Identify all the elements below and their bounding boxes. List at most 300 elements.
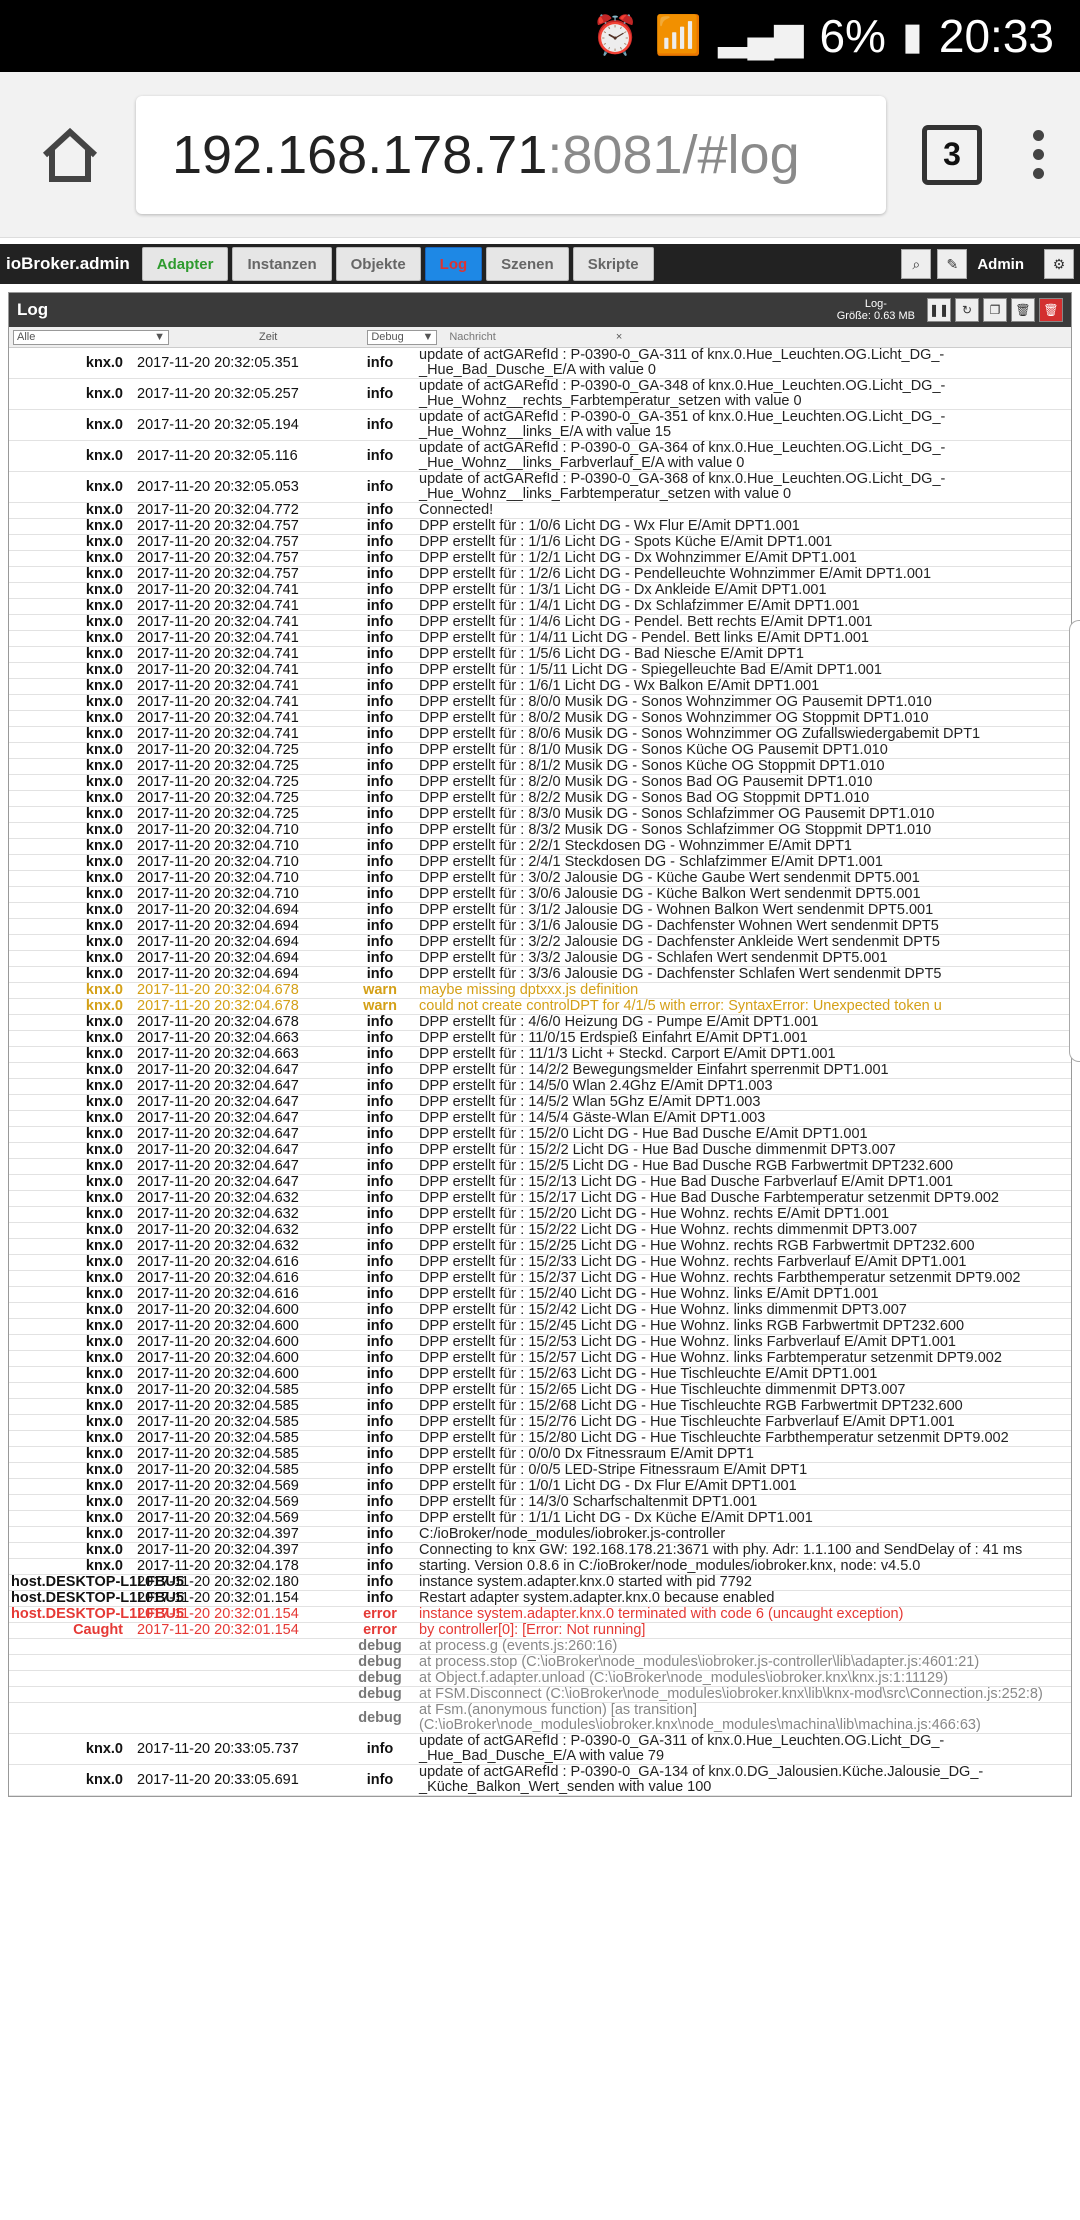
log-message: DPP erstellt für : 15/2/33 Licht DG - Hue Wohnz. rechts Farbverlauf E/Amit DPT1.001: [419, 1254, 967, 1270]
log-source: knx.0: [85, 1462, 123, 1478]
log-severity: info: [366, 534, 394, 550]
log-time: 2017-11-20 20:32:04.569: [137, 1478, 299, 1494]
log-severity: info: [366, 1222, 394, 1238]
level-filter[interactable]: [367, 330, 437, 345]
log-message: DPP erstellt für : 1/0/1 Licht DG - Dx Flur E/Amit DPT1.001: [419, 1478, 797, 1494]
log-row: [9, 1095, 1071, 1111]
log-row: [9, 1527, 1071, 1543]
log-message: DPP erstellt für : 11/1/3 Licht + Steckd. Carport E/Amit DPT1.001: [419, 1046, 836, 1062]
log-row: [9, 903, 1071, 919]
log-source: knx.0: [85, 1126, 123, 1142]
app-brand: ioBroker.admin: [6, 254, 130, 273]
log-time: 2017-11-20 20:32:04.647: [137, 1174, 299, 1190]
log-source: knx.0: [85, 1270, 123, 1286]
log-time: 2017-11-20 20:32:04.585: [137, 1382, 299, 1398]
log-message: Connected!: [419, 502, 494, 518]
log-message: DPP erstellt für : 3/3/2 Jalousie DG - Schlafen Wert sendenmit DPT5.001: [419, 950, 888, 966]
log-time: 2017-11-20 20:32:04.741: [137, 598, 299, 614]
log-source: knx.0: [85, 1478, 123, 1494]
log-source: knx.0: [85, 790, 123, 806]
log-severity: info: [366, 598, 394, 614]
log-row: [9, 1447, 1071, 1463]
log-severity: info: [366, 1478, 394, 1494]
time-header: Zeit: [259, 331, 278, 343]
log-time: 2017-11-20 20:32:01.154: [137, 1606, 299, 1622]
log-source: knx.0: [85, 1174, 123, 1190]
log-message: update of actGARefId : P-0390-0_GA-311 of knx.0.Hue_Leuchten.OG.Licht_DG_-_Hue_Bad_Dusche_E/A with value 0: [419, 347, 945, 378]
log-source: knx.0: [85, 934, 123, 950]
log-row: [9, 871, 1071, 887]
log-row: [9, 1575, 1071, 1591]
copy-button[interactable]: [983, 298, 1007, 322]
log-message: DPP erstellt für : 15/2/63 Licht DG - Hue Tischleuchte E/Amit DPT1.001: [419, 1366, 878, 1382]
alarm-icon: ⏰: [591, 15, 639, 57]
log-source: host.DESKTOP-L1LFBU5: [11, 1590, 184, 1606]
log-source: knx.0: [85, 982, 123, 998]
log-time: 2017-11-20 20:32:04.600: [137, 1302, 299, 1318]
log-time: 2017-11-20 20:32:04.678: [137, 1014, 299, 1030]
log-source: knx.0: [85, 566, 123, 582]
log-severity: info: [366, 1126, 394, 1142]
log-severity: info: [366, 902, 394, 918]
log-row: [9, 1495, 1071, 1511]
source-filter-value: Alle: [17, 331, 36, 343]
log-time: 2017-11-20 20:32:05.257: [137, 385, 299, 402]
log-severity: info: [366, 838, 394, 854]
log-source: knx.0: [85, 838, 123, 854]
log-source: knx.0: [85, 950, 123, 966]
log-message: DPP erstellt für : 15/2/25 Licht DG - Hue Wohnz. rechts RGB Farbwertmit DPT232.600: [419, 1238, 975, 1254]
log-severity: debug: [358, 1670, 402, 1686]
log-message: update of actGARefId : P-0390-0_GA-134 of knx.0.DG_Jalousien.Küche.Jalousie_DG_-_Küche_Balkon_Wert_senden with value 100: [419, 1764, 984, 1795]
log-source: knx.0: [85, 1318, 123, 1334]
log-row: [9, 1159, 1071, 1175]
log-message: DPP erstellt für : 15/2/37 Licht DG - Hue Wohnz. rechts Farbthemperatur setzenmit DPT9.002: [419, 1270, 1021, 1286]
log-source: knx.0: [85, 614, 123, 630]
url-path: :8081/#log: [547, 124, 800, 185]
log-row: [9, 935, 1071, 951]
log-source: knx.0: [85, 598, 123, 614]
log-message: at process.stop (C:\ioBroker\node_modules\iobroker.js-controller\lib\adapter.js:4601:21): [419, 1654, 980, 1670]
log-row: [9, 823, 1071, 839]
log-message: DPP erstellt für : 3/1/6 Jalousie DG - Dachfenster Wohnen Wert sendenmit DPT5: [419, 918, 939, 934]
log-source: knx.0: [85, 1430, 123, 1446]
log-message: DPP erstellt für : 15/2/65 Licht DG - Hue Tischleuchte dimmenmit DPT3.007: [419, 1382, 906, 1398]
log-time: 2017-11-20 20:32:04.600: [137, 1334, 299, 1350]
log-time: 2017-11-20 20:32:05.053: [137, 478, 299, 495]
clear-filter-icon[interactable]: ×: [615, 331, 623, 343]
log-severity: info: [366, 1446, 394, 1462]
log-time: 2017-11-20 20:32:04.725: [137, 806, 299, 822]
log-row: [9, 727, 1071, 743]
log-message: Connecting to knx GW: 192.168.178.21:3671 with phy. Adr: 1.1.100 and SendDelay of : 41 ms: [419, 1542, 1023, 1558]
log-row: [9, 1463, 1071, 1479]
log-severity: info: [366, 1174, 394, 1190]
log-severity: info: [366, 662, 394, 678]
log-row: [9, 1511, 1071, 1527]
log-message: DPP erstellt für : 15/2/40 Licht DG - Hue Wohnz. links E/Amit DPT1.001: [419, 1286, 879, 1302]
log-severity: info: [366, 1574, 394, 1590]
log-source: knx.0: [85, 502, 123, 518]
pause-icon: ❚❚: [928, 303, 950, 317]
log-severity: info: [366, 416, 394, 433]
log-message: DPP erstellt für : 1/4/11 Licht DG - Pendel. Bett links E/Amit DPT1.001: [419, 630, 869, 646]
log-severity: info: [366, 742, 394, 758]
log-time: 2017-11-20 20:32:04.616: [137, 1270, 299, 1286]
log-time: 2017-11-20 20:32:04.741: [137, 678, 299, 694]
log-row: [9, 1191, 1071, 1207]
log-source: Caught: [73, 1622, 123, 1638]
log-message: at Object.f.adapter.unload (C:\ioBroker\node_modules\iobroker.knx\knx.js:1:11129): [419, 1670, 949, 1686]
log-source: knx.0: [85, 662, 123, 678]
log-source: [9, 1703, 133, 1734]
tab-skripte[interactable]: Skripte: [573, 247, 654, 281]
log-severity: info: [366, 870, 394, 886]
log-time: 2017-11-20 20:32:04.647: [137, 1078, 299, 1094]
log-source: knx.0: [85, 918, 123, 934]
log-time: 2017-11-20 20:32:04.632: [137, 1206, 299, 1222]
log-time: 2017-11-20 20:32:02.180: [137, 1574, 299, 1590]
log-time: 2017-11-20 20:32:05.194: [137, 416, 299, 433]
log-severity: info: [366, 1254, 394, 1270]
log-row: [9, 1703, 1071, 1734]
side-scroll-handle[interactable]: [1069, 620, 1080, 1062]
log-time: [133, 1703, 343, 1734]
log-source: knx.0: [85, 742, 123, 758]
log-time: 2017-11-20 20:32:01.154: [137, 1590, 299, 1606]
log-row: [9, 1015, 1071, 1031]
log-row: [9, 1734, 1071, 1765]
battery-icon: ▮: [901, 15, 923, 58]
log-severity: info: [366, 518, 394, 534]
log-row: [9, 743, 1071, 759]
log-source: knx.0: [85, 1014, 123, 1030]
log-source: knx.0: [85, 550, 123, 566]
log-source: knx.0: [85, 518, 123, 534]
tab-objekte[interactable]: Objekte: [336, 247, 421, 281]
copy-icon: ❐: [989, 303, 1001, 317]
log-message: DPP erstellt für : 8/0/0 Musik DG - Sonos Wohnzimmer OG Pausemit DPT1.010: [419, 694, 932, 710]
log-source: knx.0: [85, 822, 123, 838]
log-message: DPP erstellt für : 3/2/2 Jalousie DG - Dachfenster Ankleide Wert sendenmit DPT5: [419, 934, 940, 950]
log-source: knx.0: [85, 1302, 123, 1318]
log-time: 2017-11-20 20:32:04.694: [137, 934, 299, 950]
log-time: [133, 1687, 343, 1703]
log-row: [9, 1623, 1071, 1639]
log-message: at Fsm.(anonymous function) [as transition] (C:\ioBroker\node_modules\iobroker.knx\node_modules\machina\lib\machina.js:466:63): [419, 1702, 981, 1733]
log-row: [9, 441, 1071, 472]
log-time: 2017-11-20 20:32:04.178: [137, 1558, 299, 1574]
log-time: [133, 1671, 343, 1687]
log-severity: info: [366, 1286, 394, 1302]
log-time: 2017-11-20 20:32:04.725: [137, 758, 299, 774]
log-source: [9, 1687, 133, 1703]
log-severity: info: [366, 1238, 394, 1254]
log-source: knx.0: [85, 1446, 123, 1462]
log-time: 2017-11-20 20:32:04.725: [137, 774, 299, 790]
log-row: [9, 1079, 1071, 1095]
log-message: instance system.adapter.knx.0 started with pid 7792: [419, 1574, 752, 1590]
log-time: 2017-11-20 20:32:04.632: [137, 1238, 299, 1254]
clear-button[interactable]: [1011, 298, 1035, 322]
log-time: 2017-11-20 20:32:01.154: [137, 1622, 299, 1638]
log-source: knx.0: [85, 630, 123, 646]
log-message: DPP erstellt für : 3/0/2 Jalousie DG - Küche Gaube Wert sendenmit DPT5.001: [419, 870, 920, 886]
tab-szenen[interactable]: Szenen: [486, 247, 569, 281]
log-time: [133, 1655, 343, 1671]
log-severity: info: [366, 726, 394, 742]
log-severity: info: [366, 806, 394, 822]
log-time: [133, 1639, 343, 1655]
log-row: [9, 503, 1071, 519]
log-row: [9, 1415, 1071, 1431]
log-source: knx.0: [85, 1494, 123, 1510]
tab-switcher-button[interactable]: [922, 125, 982, 185]
log-message: update of actGARefId : P-0390-0_GA-364 of knx.0.Hue_Leuchten.OG.Licht_DG_-_Hue_Wohnz__links_Farbverlauf_E/A with value 0: [419, 440, 946, 471]
log-row: [9, 1319, 1071, 1335]
log-severity: debug: [358, 1638, 402, 1654]
log-source: knx.0: [85, 854, 123, 870]
log-message: DPP erstellt für : 3/1/2 Jalousie DG - Wohnen Balkon Wert sendenmit DPT5.001: [419, 902, 934, 918]
log-severity: info: [366, 1142, 394, 1158]
log-message: by controller[0]: [Error: Not running]: [419, 1622, 646, 1638]
log-source: knx.0: [85, 1238, 123, 1254]
search-button[interactable]: [901, 249, 931, 279]
log-time: 2017-11-20 20:32:04.616: [137, 1286, 299, 1302]
log-row: [9, 759, 1071, 775]
log-row: [9, 1271, 1071, 1287]
log-severity: info: [366, 1526, 394, 1542]
log-source: knx.0: [85, 1526, 123, 1542]
log-time: 2017-11-20 20:32:04.600: [137, 1318, 299, 1334]
log-message: DPP erstellt für : 14/3/0 Scharfschaltenmit DPT1.001: [419, 1494, 758, 1510]
log-severity: info: [366, 1462, 394, 1478]
log-message: DPP erstellt für : 1/2/6 Licht DG - Pendelleuchte Wohnzimmer E/Amit DPT1.001: [419, 566, 932, 582]
log-row: [9, 1431, 1071, 1447]
log-source: [9, 1639, 133, 1655]
tab-instanzen[interactable]: Instanzen: [232, 247, 331, 281]
signal-icon: ▂▄▆: [718, 15, 804, 58]
log-row: [9, 1607, 1071, 1623]
home-button[interactable]: [22, 107, 118, 203]
log-time: 2017-11-20 20:32:04.632: [137, 1190, 299, 1206]
log-severity: info: [366, 1334, 394, 1350]
log-message: DPP erstellt für : 1/5/11 Licht DG - Spiegelleuchte Bad E/Amit DPT1.001: [419, 662, 882, 678]
log-source: knx.0: [85, 1771, 123, 1788]
log-severity: info: [366, 918, 394, 934]
log-message: DPP erstellt für : 8/2/0 Musik DG - Sonos Bad OG Pausemit DPT1.010: [419, 774, 873, 790]
log-row: [9, 1239, 1071, 1255]
log-source: knx.0: [85, 534, 123, 550]
tab-adapter[interactable]: Adapter: [142, 247, 229, 281]
log-message: DPP erstellt für : 8/3/2 Musik DG - Sonos Schlafzimmer OG Stoppmit DPT1.010: [419, 822, 932, 838]
log-severity: error: [363, 1606, 397, 1622]
log-severity: info: [366, 1590, 394, 1606]
log-time: 2017-11-20 20:32:04.678: [137, 998, 299, 1014]
log-row: [9, 599, 1071, 615]
url-bar[interactable]: [136, 96, 886, 214]
log-severity: info: [366, 385, 394, 402]
log-severity: info: [366, 1366, 394, 1382]
log-severity: info: [366, 646, 394, 662]
log-time: 2017-11-20 20:32:04.647: [137, 1126, 299, 1142]
log-severity: info: [366, 694, 394, 710]
log-source: [9, 1655, 133, 1671]
log-source: knx.0: [85, 416, 123, 433]
log-row: [9, 551, 1071, 567]
edit-button[interactable]: [937, 249, 967, 279]
log-row: [9, 1303, 1071, 1319]
log-row: [9, 1175, 1071, 1191]
source-filter[interactable]: [13, 330, 169, 345]
log-source: knx.0: [85, 1542, 123, 1558]
log-source: knx.0: [85, 1094, 123, 1110]
clock: 20:33: [938, 10, 1054, 62]
log-severity: info: [366, 354, 394, 371]
log-source: knx.0: [85, 1030, 123, 1046]
log-severity: info: [366, 1382, 394, 1398]
log-severity: info: [366, 1740, 394, 1757]
log-severity: info: [366, 1078, 394, 1094]
settings-button[interactable]: [1044, 249, 1074, 279]
log-row: [9, 1687, 1071, 1703]
log-message: DPP erstellt für : 1/4/6 Licht DG - Pendel. Bett rechts E/Amit DPT1.001: [419, 614, 873, 630]
log-row: [9, 647, 1071, 663]
log-message: DPP erstellt für : 15/2/76 Licht DG - Hue Tischleuchte Farbverlauf E/Amit DPT1.001: [419, 1414, 955, 1430]
log-message: could not create controlDPT for 4/1/5 with error: SyntaxError: Unexpected token u: [419, 998, 942, 1014]
log-message: DPP erstellt für : 1/6/1 Licht DG - Wx Balkon E/Amit DPT1.001: [419, 678, 820, 694]
log-row: [9, 1127, 1071, 1143]
battery-percent: 6%: [819, 10, 886, 62]
log-time: 2017-11-20 20:32:04.757: [137, 566, 299, 582]
refresh-icon: ↻: [961, 303, 973, 317]
log-row: [9, 1207, 1071, 1223]
log-severity: info: [366, 478, 394, 495]
log-source: knx.0: [85, 1062, 123, 1078]
log-severity: info: [366, 1350, 394, 1366]
log-time: 2017-11-20 20:32:04.663: [137, 1030, 299, 1046]
log-severity: info: [366, 1206, 394, 1222]
log-message: DPP erstellt für : 14/5/4 Gäste-Wlan E/Amit DPT1.003: [419, 1110, 766, 1126]
browser-toolbar: [0, 72, 1080, 238]
refresh-button[interactable]: [955, 298, 979, 322]
level-filter-value: Debug: [371, 331, 404, 343]
log-row: [9, 1047, 1071, 1063]
log-message: DPP erstellt für : 15/2/22 Licht DG - Hue Wohnz. rechts dimmenmit DPT3.007: [419, 1222, 918, 1238]
log-time: 2017-11-20 20:32:04.741: [137, 630, 299, 646]
log-time: 2017-11-20 20:32:04.585: [137, 1446, 299, 1462]
log-panel-header: [9, 293, 1071, 327]
log-time: 2017-11-20 20:32:04.725: [137, 742, 299, 758]
log-time: 2017-11-20 20:32:04.585: [137, 1462, 299, 1478]
log-time: 2017-11-20 20:32:04.710: [137, 854, 299, 870]
log-severity: info: [366, 1046, 394, 1062]
log-time: 2017-11-20 20:32:04.741: [137, 662, 299, 678]
log-row: [9, 1063, 1071, 1079]
delete-button[interactable]: [1039, 298, 1063, 322]
log-message: DPP erstellt für : 8/0/6 Musik DG - Sonos Wohnzimmer OG Zufallswiedergabemit DPT1: [419, 726, 981, 742]
tab-count: 3: [943, 136, 961, 172]
log-message: DPP erstellt für : 8/0/2 Musik DG - Sonos Wohnzimmer OG Stoppmit DPT1.010: [419, 710, 929, 726]
log-row: [9, 535, 1071, 551]
log-row: [9, 1655, 1071, 1671]
browser-menu-button[interactable]: [1018, 130, 1058, 179]
log-row: [9, 791, 1071, 807]
log-time: 2017-11-20 20:32:04.678: [137, 982, 299, 998]
log-source: host.DESKTOP-L1LFBU5: [11, 1606, 184, 1622]
log-source: knx.0: [85, 1558, 123, 1574]
log-message: maybe missing dptxxx.js definition: [419, 982, 639, 998]
log-time: 2017-11-20 20:32:04.741: [137, 582, 299, 598]
log-row: [9, 1351, 1071, 1367]
log-severity: info: [366, 774, 394, 790]
log-time: 2017-11-20 20:32:04.647: [137, 1094, 299, 1110]
log-time: 2017-11-20 20:32:04.397: [137, 1542, 299, 1558]
log-severity: info: [366, 710, 394, 726]
log-time: 2017-11-20 20:32:04.741: [137, 614, 299, 630]
log-severity: info: [366, 1494, 394, 1510]
log-source: host.DESKTOP-L1LFBU5: [11, 1574, 184, 1590]
log-message: DPP erstellt für : 2/4/1 Steckdosen DG - Schlafzimmer E/Amit DPT1.001: [419, 854, 883, 870]
log-row: [9, 615, 1071, 631]
log-time: 2017-11-20 20:32:04.647: [137, 1062, 299, 1078]
log-source: knx.0: [85, 1414, 123, 1430]
user-name: Admin: [977, 255, 1024, 273]
log-message: DPP erstellt für : 0/0/5 LED-Stripe Fitnessraum E/Amit DPT1: [419, 1462, 808, 1478]
log-time: 2017-11-20 20:32:04.710: [137, 822, 299, 838]
log-severity: info: [366, 854, 394, 870]
log-severity: info: [366, 790, 394, 806]
log-time: 2017-11-20 20:32:04.569: [137, 1510, 299, 1526]
log-time: 2017-11-20 20:32:04.741: [137, 646, 299, 662]
log-message: DPP erstellt für : 15/2/68 Licht DG - Hue Tischleuchte RGB Farbwertmit DPT232.600: [419, 1398, 963, 1414]
log-message: DPP erstellt für : 1/5/6 Licht DG - Bad Niesche E/Amit DPT1: [419, 646, 804, 662]
log-row: [9, 855, 1071, 871]
log-time: 2017-11-20 20:32:04.710: [137, 838, 299, 854]
log-message: DPP erstellt für : 11/0/15 Erdspieß Einfahrt E/Amit DPT1.001: [419, 1030, 808, 1046]
log-time: 2017-11-20 20:32:04.757: [137, 534, 299, 550]
log-message: DPP erstellt für : 8/3/0 Musik DG - Sonos Schlafzimmer OG Pausemit DPT1.010: [419, 806, 935, 822]
log-severity: info: [366, 1430, 394, 1446]
log-source: [9, 1671, 133, 1687]
log-row: [9, 663, 1071, 679]
log-time: 2017-11-20 20:32:04.663: [137, 1046, 299, 1062]
log-time: 2017-11-20 20:32:04.710: [137, 870, 299, 886]
log-table: [9, 348, 1071, 1796]
log-source: knx.0: [85, 726, 123, 742]
home-icon: [41, 127, 99, 183]
message-filter-input[interactable]: Nachricht: [449, 331, 496, 343]
log-time: 2017-11-20 20:32:04.616: [137, 1254, 299, 1270]
log-row: [9, 348, 1071, 379]
log-time: 2017-11-20 20:32:04.585: [137, 1414, 299, 1430]
log-row: [9, 472, 1071, 503]
log-severity: info: [366, 1014, 394, 1030]
log-source: knx.0: [85, 774, 123, 790]
log-row: [9, 1399, 1071, 1415]
log-row: [9, 583, 1071, 599]
log-message: at FSM.Disconnect (C:\ioBroker\node_modules\iobroker.knx\lib\knx-mod\src\Connection.js:252:8): [419, 1686, 1043, 1702]
log-source: knx.0: [85, 678, 123, 694]
log-severity: info: [366, 1558, 394, 1574]
pause-button[interactable]: [927, 298, 951, 322]
log-row: [9, 775, 1071, 791]
log-source: knx.0: [85, 646, 123, 662]
log-severity: info: [366, 1302, 394, 1318]
log-time: 2017-11-20 20:32:04.710: [137, 886, 299, 902]
log-severity: info: [366, 1270, 394, 1286]
tab-log[interactable]: Log: [425, 247, 483, 281]
